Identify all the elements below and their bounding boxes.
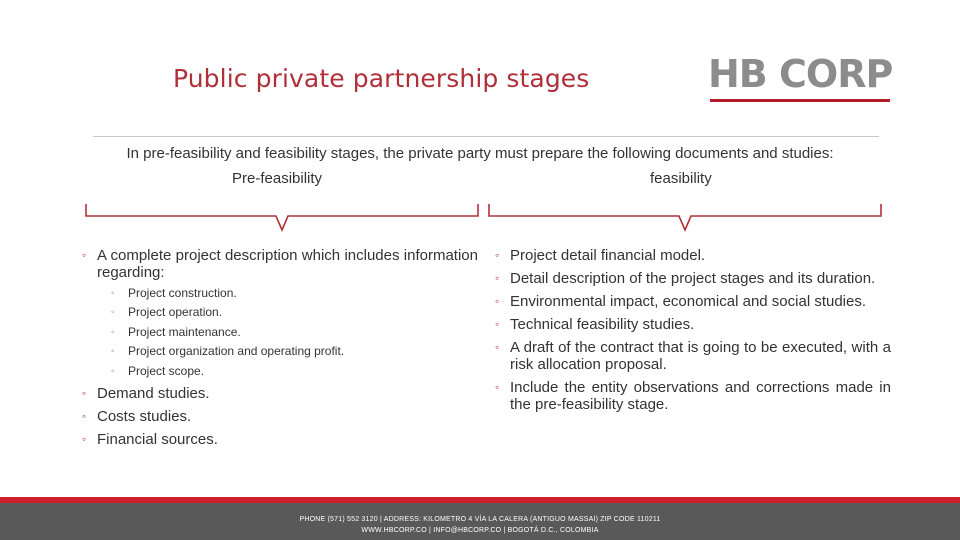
list-item-text: Project detail financial model.	[510, 247, 706, 264]
logo-underline	[710, 99, 890, 102]
bullet-icon: ◦	[111, 346, 115, 358]
sub-list-item	[111, 342, 478, 361]
list-item	[80, 408, 478, 425]
list-item-text: Include the entity observations and corrections made in the pre-feasibility stage.	[510, 379, 891, 413]
list-item-text: Detail description of the project stages and its duration.	[510, 270, 876, 287]
bullet-icon: ◦	[495, 340, 500, 354]
pre-feasibility-list	[80, 247, 478, 448]
pre-feasibility-heading: Pre-feasibility	[232, 170, 323, 187]
sub-item-text: Project scope.	[128, 363, 205, 378]
right-brace	[487, 202, 883, 232]
list-item-text: Costs studies.	[97, 408, 192, 426]
logo-text: HB CORP	[708, 52, 893, 96]
list-item	[80, 431, 478, 448]
sub-list	[97, 284, 478, 381]
bullet-icon: ◦	[111, 288, 115, 299]
bullet-icon: ◦	[111, 307, 115, 319]
list-item-text: A complete project description which includes information regarding:	[97, 247, 478, 281]
sub-list-item	[111, 303, 478, 322]
list-item	[493, 339, 891, 373]
list-item	[80, 385, 478, 402]
intro-text: In pre-feasibility and feasibility stages, the private party must prepare the following documents and studies:	[126, 145, 834, 162]
left-brace	[84, 202, 480, 232]
bullet-icon: ◦	[111, 365, 115, 377]
bullet-icon: ◦	[82, 248, 87, 262]
feasibility-heading: feasibility	[650, 170, 712, 187]
bullet-icon: ◦	[111, 326, 115, 338]
bullet-icon: ◦	[495, 317, 500, 331]
footer-line-1: PHONE (571) 552 3120 | ADDRESS: KILOMETRO 4 VÍA LA CALERA (ANTIGUO MASSAI) ZIP CODE 110211	[299, 516, 661, 523]
list-item-text: Demand studies.	[97, 385, 210, 403]
list-item	[493, 270, 891, 287]
list-item	[80, 247, 478, 381]
list-item-text: A draft of the contract that is going to be executed, with a risk allocation proposal.	[510, 339, 891, 373]
company-logo	[708, 54, 892, 106]
bullet-icon: ◦	[82, 386, 87, 401]
list-item-text: Technical feasibility studies.	[510, 316, 695, 333]
footer-stripe	[0, 497, 960, 503]
sub-list-item	[111, 284, 478, 303]
bullet-icon: ◦	[495, 380, 500, 394]
bullet-icon: ◦	[82, 432, 87, 447]
bullet-icon: ◦	[82, 409, 87, 424]
sub-item-text: Project construction.	[128, 286, 237, 300]
list-item-text: Financial sources.	[97, 431, 218, 449]
feasibility-list	[493, 247, 891, 419]
sub-list-item	[111, 362, 478, 381]
sub-item-text: Project operation.	[128, 305, 223, 320]
list-item	[493, 247, 891, 264]
bullet-icon: ◦	[495, 248, 500, 262]
header-divider	[93, 136, 879, 137]
list-item	[493, 293, 891, 310]
list-item-text: Environmental impact, economical and social studies.	[510, 293, 867, 310]
sub-item-text: Project maintenance.	[128, 324, 241, 339]
sub-list-item	[111, 323, 478, 342]
list-item	[493, 316, 891, 333]
footer-line-2: WWW.HBCORP.CO | INFO@HBCORP.CO | BOGOTÁ D.C., COLOMBIA	[361, 527, 599, 534]
footer-contact	[0, 514, 960, 536]
list-item	[493, 379, 891, 413]
bullet-icon: ◦	[495, 294, 500, 308]
page-title: Public private partnership stages	[173, 64, 590, 93]
sub-item-text: Project organization and operating profit.	[128, 344, 345, 359]
bullet-icon: ◦	[495, 271, 500, 285]
